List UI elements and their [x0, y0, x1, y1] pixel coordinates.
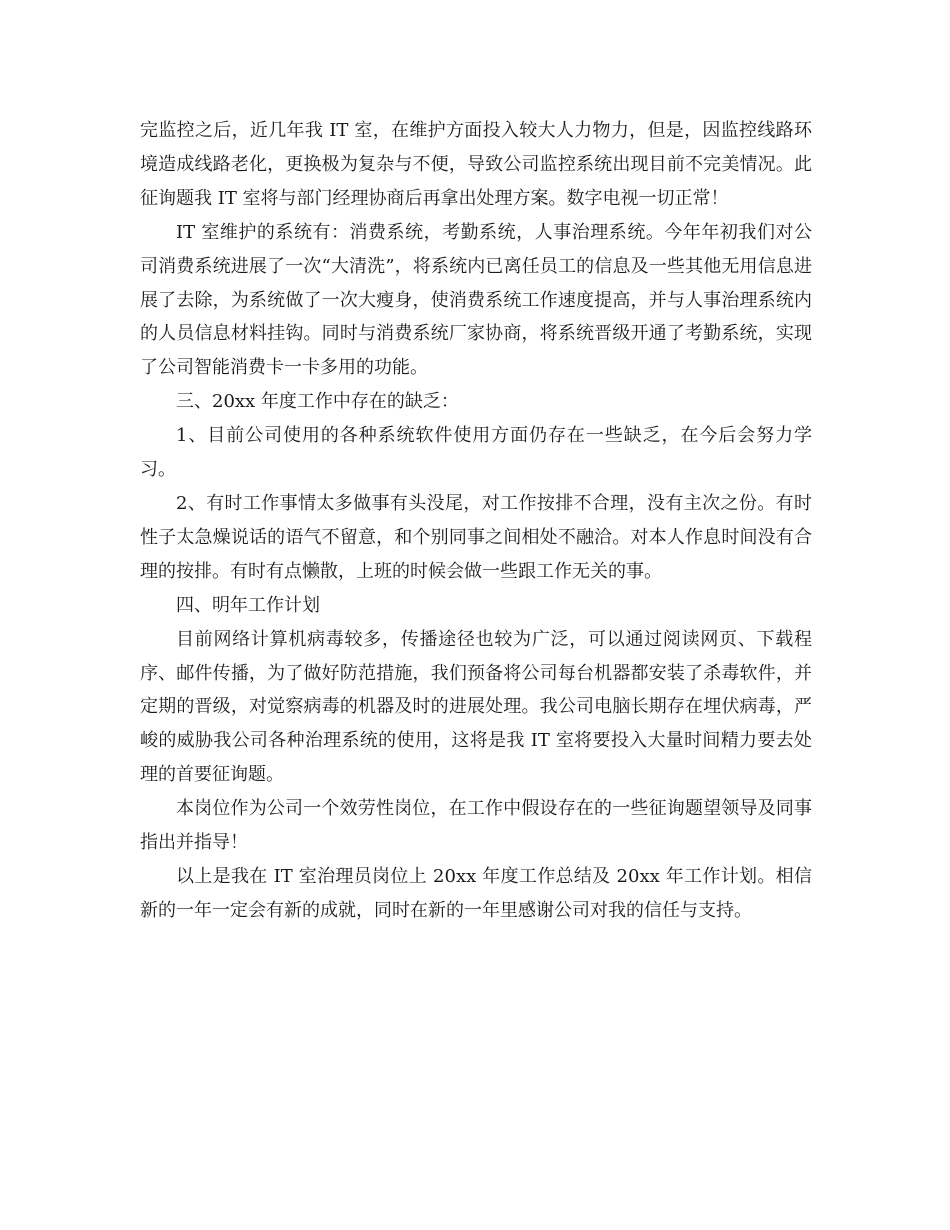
section-heading-shortcomings: 三、20xx 年度工作中存在的缺乏： [176, 391, 459, 413]
paragraph-conclusion: 以上是我在 IT 室治理员岗位上 20xx 年度工作总结及 20xx 年工作计划。相信新的一年一定会有新的成就，同时在新的一年里感谢公司对我的信任与支持。 [140, 865, 812, 921]
paragraph-request-guidance: 本岗位作为公司一个效劳性岗位，在工作中假设存在的一些征询题望领导及同事指出并指导！ [140, 798, 812, 854]
section-heading-next-year-plan: 四、明年工作计划 [176, 594, 320, 616]
document-body [140, 114, 812, 928]
paragraph-shortcoming-2: 2、有时工作事情太多做事有头没尾，对工作按排不合理，没有主次之份。有时性子太急燥说话的语气不留意，和个别同事之间相处不融洽。对本人作息时间没有合理的按排。有时有点懒散，上班的时候会做一些跟工作无关的事。 [140, 492, 812, 582]
paragraph-maintained-systems: IT 室维护的系统有：消费系统，考勤系统，人事治理系统。今年年初我们对公司消费系统进展了一次“大清洗”，将系统内已离任员工的信息及一些其他无用信息进展了去除，为系统做了一次大瘦身，使消费系统工作速度提高，并与人事治理系统内的人员信息材料挂钩。同时与消费系统厂家协商，将系统晋级开通了考勤系统，实现了公司智能消费卡一卡多用的功能。 [140, 221, 812, 379]
paragraph-monitoring-status: 完监控之后，近几年我 IT 室，在维护方面投入较大人力物力，但是，因监控线路环境造成线路老化，更换极为复杂与不便，导致公司监控系统出现目前不完美情况。此征询题我 IT 室将与部门经理协商后再拿出处理方案。数字电视一切正常！ [140, 120, 812, 209]
paragraph-virus-protection: 目前网络计算机病毒较多，传播途径也较为广泛，可以通过阅读网页、下载程序、邮件传播，为了做好防范措施，我们预备将公司每台机器都安装了杀毒软件，并定期的晋级，对觉察病毒的机器及时的进展处理。我公司电脑长期存在埋伏病毒，严峻的威胁我公司各种治理系统的使用，这将是我 IT 室将要投入大量时间精力要去处理的首要征询题。 [140, 628, 812, 786]
paragraph-shortcoming-1: 1、目前公司使用的各种系统软件使用方面仍存在一些缺乏，在今后会努力学习。 [140, 425, 812, 481]
